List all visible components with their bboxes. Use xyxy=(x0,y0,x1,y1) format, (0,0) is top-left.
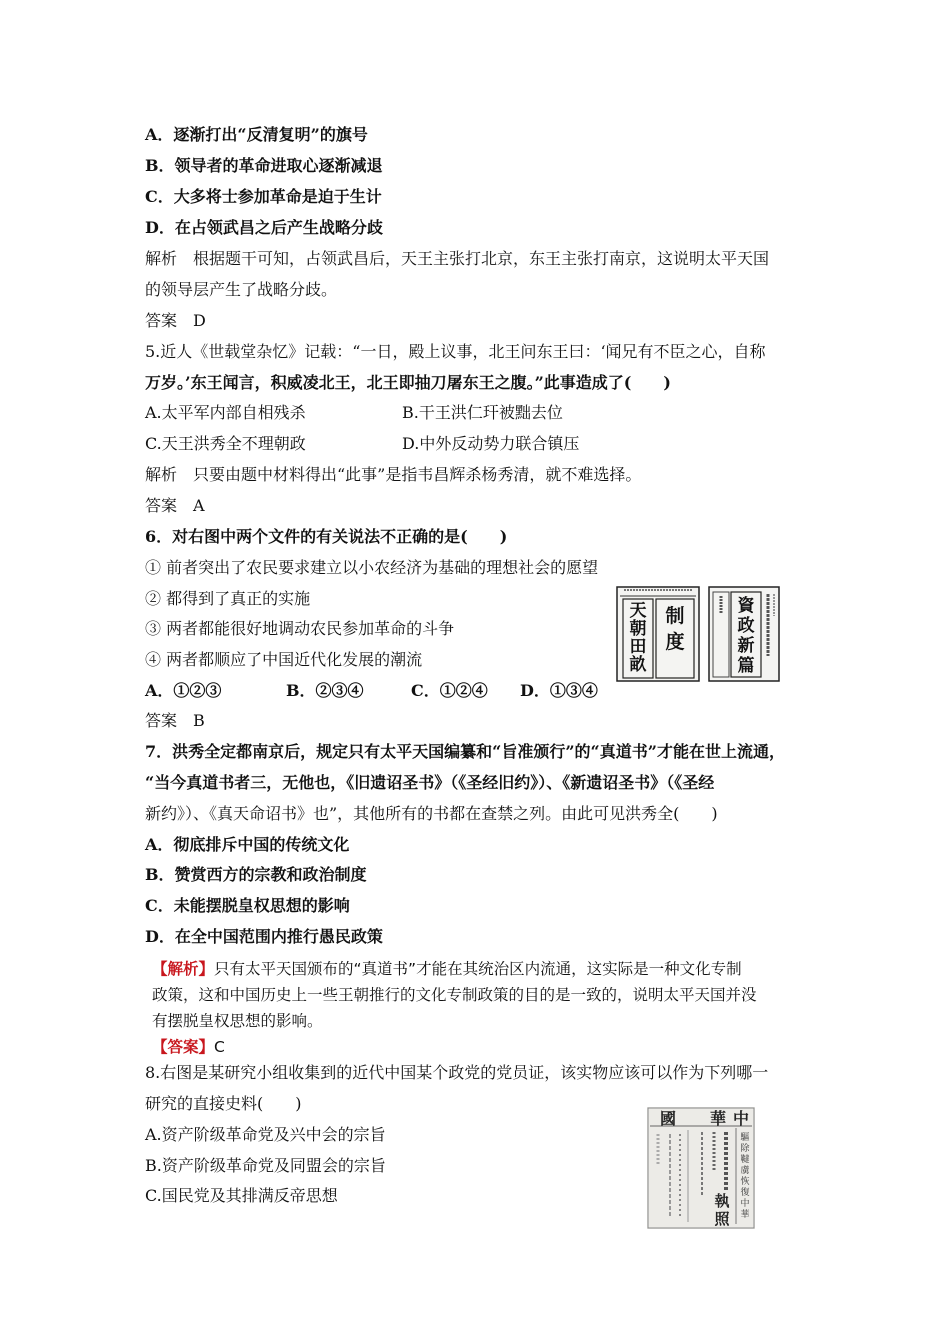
q5-option-c: C.天王洪秀全不理朝政 xyxy=(145,434,306,453)
q5-stem-line: 万岁。’东王闻言，积威凌北王，北王即抽刀屠东王之腹。”此事造成了( ) xyxy=(145,373,671,392)
svg-text:復: 復 xyxy=(740,1188,750,1198)
q6-option-a: A．①②③ xyxy=(145,681,222,700)
q8-stem-line: 研究的直接史料( ) xyxy=(145,1094,302,1113)
q7-answer-line xyxy=(152,1036,225,1058)
q8-top-char-3: 國 xyxy=(659,1109,677,1128)
q6-item: ② 都得到了真正的实施 xyxy=(145,589,311,608)
q7-analysis-text: 只有太平天国颁布的“真道书”才能在其统治区内流通，这实际是一种文化专制 xyxy=(214,960,742,978)
q6-left-title-char-1: 天 xyxy=(629,601,647,621)
q8-certificate-figure xyxy=(646,1106,756,1230)
q6-left-title-char-6: 度 xyxy=(665,631,685,653)
q8-bottom-char-2: 照 xyxy=(714,1210,730,1228)
q4-option-d: D．在占领武昌之后产生战略分歧 xyxy=(145,218,383,237)
q6-item: ④ 两者都顺应了中国近代化发展的潮流 xyxy=(145,650,423,669)
q5-answer: 答案 A xyxy=(145,496,205,515)
q6-left-title-char-4: 畝 xyxy=(629,655,647,675)
svg-text:驅: 驅 xyxy=(740,1133,750,1143)
q5-analysis: 解析 只要由题中材料得出“此事”是指韦昌辉杀杨秀清，就不难选择。 xyxy=(145,465,642,484)
q7-stem-line: “当今真道书者三，无他也，《旧遗诏圣书》（《圣经旧约》）、《新遗诏圣书》（《圣经 xyxy=(145,773,715,792)
q6-document-figure xyxy=(616,586,780,682)
q5-option-d: D.中外反动势力联合镇压 xyxy=(402,434,580,453)
q6-option-c: C．①②④ xyxy=(411,681,488,700)
q8-stem-line: 8.右图是某研究小组收集到的近代中国某个政党的党员证，该实物应该可以作为下列哪一 xyxy=(145,1063,769,1082)
q8-option-a: A.资产阶级革命党及兴中会的宗旨 xyxy=(145,1125,386,1144)
q5-stem-line: 5.近人《世载堂杂忆》记载：“一日，殿上议事，北王问东王曰：‘闻兄有不臣之心，自称 xyxy=(145,342,766,361)
q6-right-title-char-1: 資 xyxy=(737,596,755,616)
q8-bottom-char-1: 執 xyxy=(714,1192,730,1210)
q7-answer: C xyxy=(214,1038,225,1056)
q8-option-c: C.国民党及其排满反帝思想 xyxy=(145,1186,338,1205)
q6-answer: 答案 B xyxy=(145,711,205,730)
q4-option-c: C．大多将士参加革命是迫于生计 xyxy=(145,187,382,206)
q8-option-b: B.资产阶级革命党及同盟会的宗旨 xyxy=(145,1156,386,1175)
q7-option-d: D．在全中国范围内推行愚民政策 xyxy=(145,927,383,946)
q4-analysis-line: 的领导层产生了战略分歧。 xyxy=(145,280,338,299)
q4-answer: 答案 D xyxy=(145,311,206,330)
q4-analysis-line: 解析 根据题干可知，占领武昌后，天王主张打北京，东王主张打南京，这说明太平天国 xyxy=(145,249,770,268)
q6-left-title-char-5: 制 xyxy=(665,605,685,627)
q5-option-b: B.干王洪仁玕被黜去位 xyxy=(402,403,563,422)
q5-option-a: A.太平军内部自相残杀 xyxy=(145,403,306,422)
q6-right-title-char-4: 篇 xyxy=(737,656,755,676)
q6-right-title-char-2: 政 xyxy=(737,616,755,636)
q6-right-title-char-3: 新 xyxy=(737,636,755,656)
q6-left-title-char-2: 朝 xyxy=(629,619,647,639)
q7-analysis-line: 政策，这和中国历史上一些王朝推行的文化专制政策的目的是一致的，说明太平天国并没 xyxy=(152,986,757,1004)
q6-left-title-char-3: 田 xyxy=(629,637,647,657)
svg-text:華: 華 xyxy=(740,1210,750,1220)
svg-text:除: 除 xyxy=(740,1144,750,1154)
q4-option-b: B．领导者的革命进取心逐渐减退 xyxy=(145,156,383,175)
q7-analysis-line: 有摆脱皇权思想的影响。 xyxy=(152,1012,323,1030)
svg-text:中: 中 xyxy=(740,1199,750,1209)
q6-stem: 6．对右图中两个文件的有关说法不正确的是( ) xyxy=(145,527,508,546)
svg-text:虜: 虜 xyxy=(740,1166,750,1176)
q7-option-c: C．未能摆脱皇权思想的影响 xyxy=(145,896,350,915)
q7-analysis-tag: 【解析】 xyxy=(152,960,215,978)
q6-option-b: B．②③④ xyxy=(286,681,364,700)
q6-item: ③ 两者都能很好地调动农民参加革命的斗争 xyxy=(145,619,455,638)
q7-stem-line: 7．洪秀全定都南京后，规定只有太平天国编纂和“旨准颁行”的“真道书”才能在世上流通， xyxy=(145,742,785,761)
q7-answer-tag: 【答案】 xyxy=(152,1038,215,1056)
q6-option-d: D．①③④ xyxy=(520,681,598,700)
q4-option-a: A．逐渐打出“反清复明”的旗号 xyxy=(145,125,368,144)
q7-option-a: A．彻底排斥中国的传统文化 xyxy=(145,835,350,854)
svg-text:恢: 恢 xyxy=(740,1177,750,1187)
q7-stem-line: 新约》）、《真天命诏书》也”，其他所有的书都在查禁之列。由此可见洪秀全( ) xyxy=(145,804,718,823)
q8-top-char-1: 中 xyxy=(732,1109,750,1128)
q6-item: ① 前者突出了农民要求建立以小农经济为基础的理想社会的愿望 xyxy=(145,558,599,577)
q8-top-char-2: 華 xyxy=(709,1109,727,1128)
q7-analysis-line xyxy=(152,958,742,980)
svg-text:韃: 韃 xyxy=(740,1155,750,1165)
q7-option-b: B．赞赏西方的宗教和政治制度 xyxy=(145,865,367,884)
